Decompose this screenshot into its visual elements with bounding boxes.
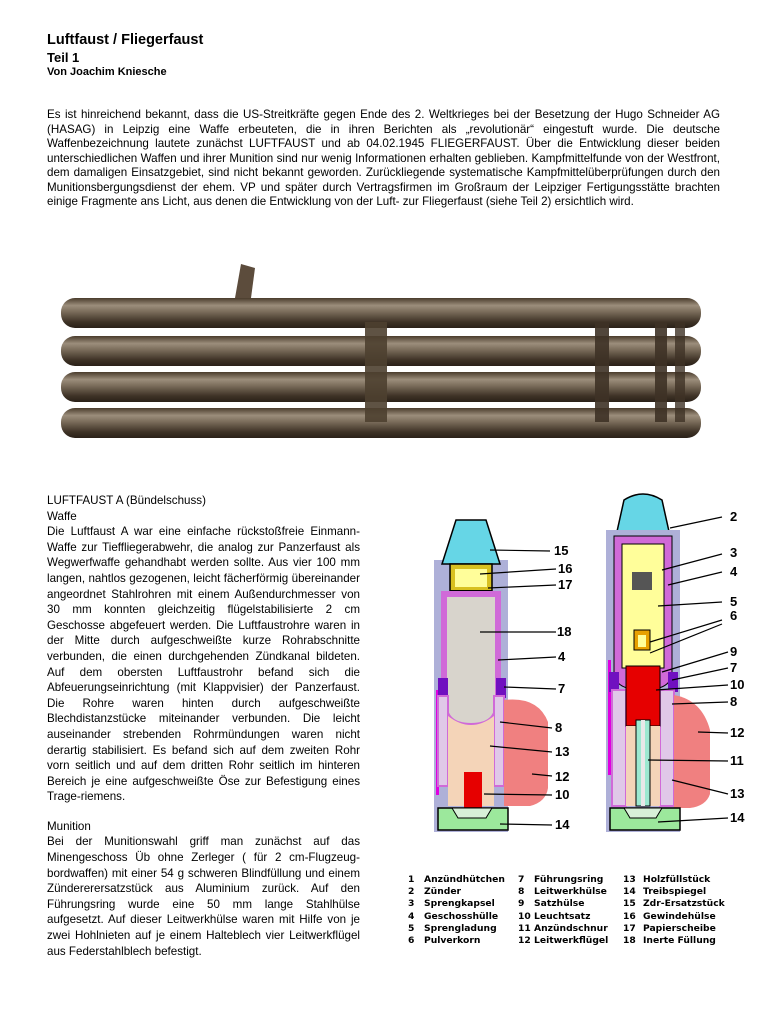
body-column: [47, 493, 360, 959]
right-label-6: 6: [730, 608, 738, 623]
luftfaust-photo: [55, 262, 715, 444]
legend-item: 15 Zdr-Ersatzstück: [623, 898, 725, 910]
right-label-3: 3: [730, 545, 738, 560]
section-subheading: Waffe: [47, 509, 77, 523]
right-label-14: 14: [730, 810, 745, 825]
weapon-paragraph: Die Luftfaust A war eine einfache rückstoßfreie Einmann-Waffe zur Tieffliegerabwehr, die analog zur Panzerfaust als Wegwerfwaffe gehandhabt werden sollte. Aus vier 100 mm langen, nahtlos gezogenen, leicht fächerförmig übereinander angeordnet Stahlrohren mit einem Außendurchmesser von 30 mm konnten gleichzeitig flügelstabilisierte 2 cm Geschosse abgefeuert werden. Die Luftfaustrohre waren in der Mitte durch aufgeschweißte kurze Rohrabschnitte verbunden, die einen durchgehenden Zündkanal bildeten. Auf dem obersten Luftfaustrohr befand sich die Abfeuerungseinrichtung (mit Klappvisier) der Panzerfaust. Die Rohre waren hinten durch aufgeschweißte Blechdistanzstücke miteinander verbunden. Die leicht auseinander strebenden Rohrmündungen waren nicht derartig stabilisiert. Es befand sich auf dem zweiten Rohr vorn seitlich und auf dem dritten Rohr seitlich im hinteren Bereich je eine aufgeschweißte Öse zur Befestigung eines Trage-riemens.: [47, 525, 360, 804]
legend-item: 5 Sprengladung: [408, 922, 497, 934]
legend-item: 12 Leitwerkflügel: [518, 934, 609, 946]
left-label-18: 18: [557, 624, 572, 639]
right-label-9: 9: [730, 644, 738, 659]
article-title: Luftfaust / Fliegerfaust: [47, 32, 204, 48]
left-label-4: 4: [558, 649, 566, 664]
legend-item: 2 Zünder: [408, 886, 462, 898]
left-label-12: 12: [555, 769, 570, 784]
right-label-5: 5: [730, 594, 738, 609]
legend-item: 1 Anzündhütchen: [408, 874, 505, 885]
legend-item: 14 Treibspiegel: [623, 886, 707, 898]
right-label-11: 11: [730, 753, 744, 768]
left-label-7: 7: [558, 681, 566, 696]
right-label-2: 2: [730, 509, 738, 524]
legend-item: 11 Anzündschnur: [518, 922, 608, 934]
legend-item: 10 Leuchtsatz: [518, 910, 591, 922]
legend-item: 9 Satzhülse: [518, 898, 585, 910]
section-heading: LUFTFAUST A (Bündelschuss): [47, 494, 206, 507]
legend-item: 8 Leitwerkhülse: [518, 886, 607, 898]
left-label-14: 14: [555, 817, 570, 832]
ammo-paragraph: Bei der Munitionswahl griff man zunächst auf das Minengeschoss Üb ohne Zerleger ( für 2 cm-Flugzeug-bordwaffen) mit einer 54 g schweren Blindfüllung und einem Zündererersatzstück aus Aluminium zurück. Auf den Führungsring wurde eine 50 mm lange Stahlhülse aufgesetzt. Auf dieser Leitwerkhülse waren mit Hilfe von je zwei Hohlnieten auf je einem Halteblech vier Leitwerkflügel aus Federstahlblech befestigt.: [47, 835, 360, 958]
legend-item: 18 Inerte Füllung: [623, 934, 716, 946]
article-author: Von Joachim Kniesche: [47, 66, 167, 78]
diagram-legend: [408, 874, 743, 946]
left-label-17: 17: [558, 577, 573, 592]
right-label-12: 12: [730, 725, 745, 740]
left-label-15: 15: [554, 543, 569, 558]
left-label-16: 16: [558, 561, 573, 576]
right-label-4: 4: [730, 564, 738, 579]
right-label-8: 8: [730, 694, 738, 709]
article-part: Teil 1: [47, 50, 80, 65]
projectile-cutaway-diagram: [400, 490, 768, 850]
legend-item: 4 Geschosshülle: [408, 910, 499, 922]
legend-item: 13 Holzfüllstück: [623, 874, 711, 885]
left-label-8: 8: [555, 720, 563, 735]
right-label-10: 10: [730, 677, 745, 692]
right-projectile-drawing: [606, 494, 710, 832]
left-label-13: 13: [555, 744, 570, 759]
legend-item: 3 Sprengkapsel: [408, 898, 495, 910]
left-label-10: 10: [555, 787, 570, 802]
ammo-heading: Munition: [47, 819, 91, 833]
legend-item: 7 Führungsring: [518, 874, 604, 885]
left-projectile-drawing: [434, 520, 548, 832]
intro-paragraph: Es ist hinreichend bekannt, dass die US-Streitkräfte gegen Ende des 2. Weltkrieges bei der Besetzung der Hugo Schneider AG (HASAG) in Leipzig eine Waffe erbeuteten, die in ihren Berichten als „revolutionär“ eingestuft wurde. Die deutsche Waffenbezeichnung lautete zunächst LUFTFAUST und ab 04.02.1945 FLIEGERFAUST. Über die Entwicklung dieser beiden unterschiedlichen Waffen und ihrer Munition sind nur wenig Informationen erhalten geblieben. Kampfmittelfunde von der Westfront, dem damaligen Einsatzgebiet, sind nicht bekannt geworden. Zurückliegende systematische Kampfmittelüberprüfungen durch den Munitionsbergungsdienst der ehem. VP und später durch Vertragsfirmen im Großraum der Leipziger Fertigungsstätte brachten einige Fragmente ans Licht, aus denen die Entwicklung von der Luft- zur Fliegerfaust (siehe Teil 2) ersichtlich wird.: [47, 108, 720, 208]
right-label-7: 7: [730, 660, 738, 675]
legend-item: 17 Papierscheibe: [623, 922, 716, 934]
legend-item: 6 Pulverkorn: [408, 934, 481, 946]
right-label-13: 13: [730, 786, 745, 801]
legend-item: 16 Gewindehülse: [623, 910, 716, 922]
